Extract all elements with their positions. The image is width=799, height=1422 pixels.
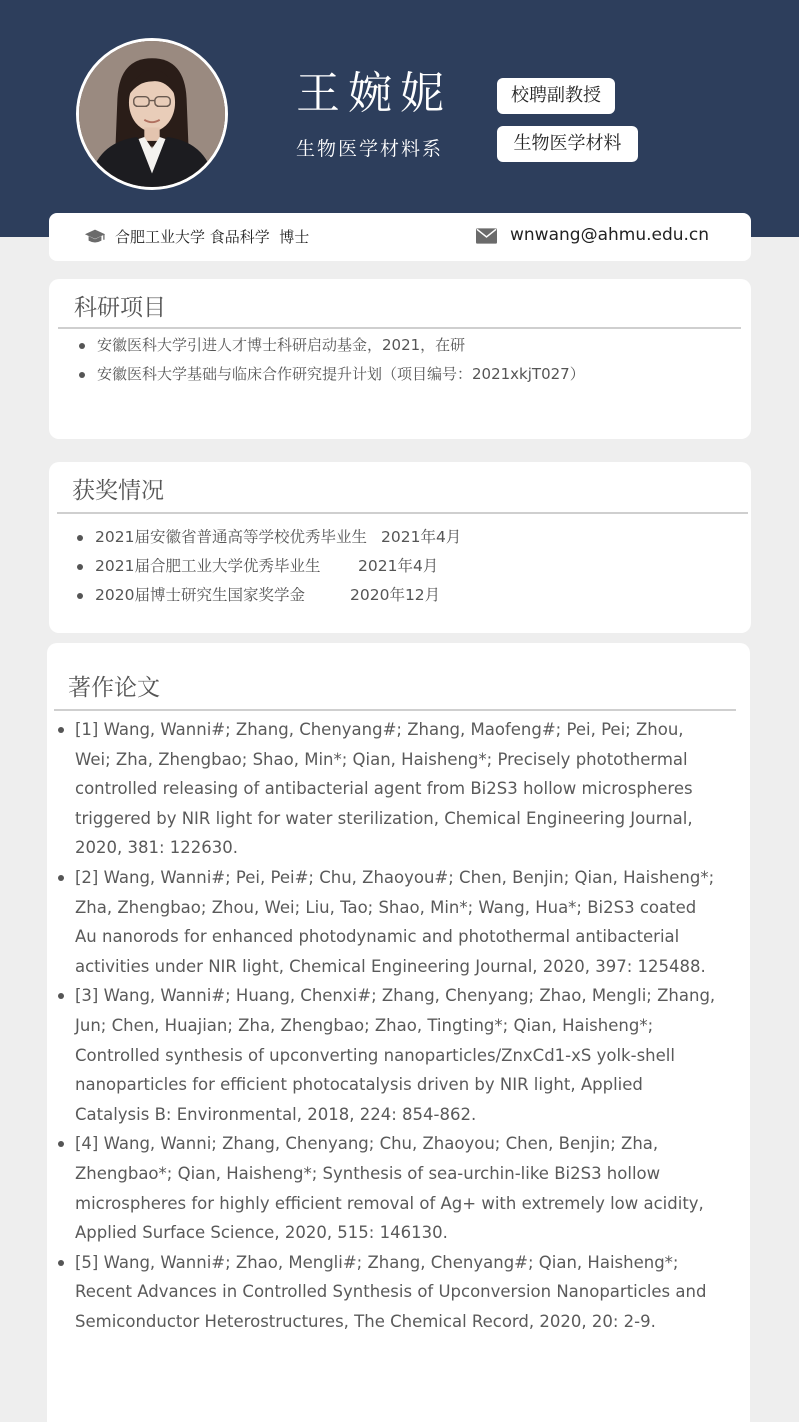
publications-card: [47, 643, 750, 1422]
list-item: [49, 715, 721, 863]
list-item: 安徽医科大学基础与临床合作研究提升计划（项目编号：2021xkjT027）: [75, 360, 735, 389]
list-item: [73, 552, 733, 581]
projects-title: 科研项目: [74, 295, 166, 321]
list-item: 安徽医科大学引进人才博士科研启动基金，2021，在研: [75, 331, 735, 360]
list-item: [49, 981, 721, 1129]
list-item: [49, 1129, 721, 1247]
award-name: 2021届安徽省普通高等学校优秀毕业生: [95, 528, 367, 546]
title-tag: 校聘副教授: [497, 78, 615, 114]
award-date: 2021年4月: [358, 557, 439, 575]
publications-list: [49, 715, 721, 1336]
list-item: [73, 523, 733, 552]
graduation-cap-icon: [84, 226, 106, 248]
portrait-image: [79, 41, 225, 187]
award-date: 2021年4月: [381, 528, 462, 546]
list-item: [49, 1248, 721, 1337]
list-item: [49, 863, 721, 981]
list-item: [73, 581, 733, 610]
awards-card: [49, 462, 751, 633]
projects-list: [75, 331, 735, 389]
publication-text: [4] Wang, Wanni; Zhang, Chenyang; Chu, Zhaoyou; Chen, Benjin; Zha, Zhengbao*; Qian, Haisheng*; Synthesis of sea-urchin-like Bi2S3 hollow microspheres for highly efficient removal of Ag+ with extremely low acidity, Applied Surface Science, 2020, 515: 146130.: [75, 1134, 704, 1243]
person-name: 王婉妮: [296, 68, 452, 119]
department-label: 生物医学材料系: [296, 138, 444, 160]
award-name: 2021届合肥工业大学优秀毕业生: [95, 557, 321, 575]
contact-card: [49, 213, 751, 261]
mail-icon: [476, 228, 497, 244]
publication-text: [2] Wang, Wanni#; Pei, Pei#; Chu, Zhaoyou#; Chen, Benjin; Qian, Haisheng*; Zha, Zhengbao; Zhou, Wei; Liu, Tao; Shao, Min*; Wang, Hua*; Bi2S3 coated Au nanorods for enhanced photodynamic and photothermal antibacterial activities under NIR light, Chemical Engineering Journal, 2020, 397: 125488.: [75, 867, 715, 976]
award-date: 2020年12月: [350, 586, 441, 604]
education-text: 合肥工业大学 食品科学 博士: [115, 228, 310, 246]
section-divider: [57, 512, 748, 514]
publication-text: [3] Wang, Wanni#; Huang, Chenxi#; Zhang, Chenyang; Zhao, Mengli; Zhang, Jun; Chen, Huajian; Zha, Zhengbao; Zhao, Tingting*; Qian, Haisheng*; Controlled synthesis of upconverting nanoparticles/ZnxCd1-xS yolk-shell nanoparticles for efficient photocatalysis driven by NIR light, Applied Catalysis B: Environmental, 2018, 224: 854-862.: [75, 986, 716, 1124]
awards-title: 获奖情况: [72, 478, 164, 504]
awards-list: [73, 523, 733, 610]
email-link[interactable]: wnwang@ahmu.edu.cn: [510, 225, 710, 245]
publication-text: [5] Wang, Wanni#; Zhao, Mengli#; Zhang, Chenyang#; Qian, Haisheng*; Recent Advances in Controlled Synthesis of Upconversion Nanoparticles and Semiconductor Heterostructures, The Chemical Record, 2020, 20: 2-9.: [75, 1252, 707, 1331]
publication-text: [1] Wang, Wanni#; Zhang, Chenyang#; Zhang, Maofeng#; Pei, Pei; Zhou, Wei; Zha, Zhengbao; Shao, Min*; Qian, Haisheng*; Precisely photothermal controlled releasing of antibacterial agent from Bi2S3 hollow microspheres triggered by NIR light for water sterilization, Chemical Engineering Journal, 2020, 381: 122630.: [75, 720, 693, 858]
publications-title: 著作论文: [68, 675, 160, 701]
projects-card: [49, 279, 751, 439]
field-tag: 生物医学材料: [497, 126, 638, 162]
section-divider: [54, 709, 736, 711]
award-name: 2020届博士研究生国家奖学金: [95, 586, 305, 604]
avatar: [76, 38, 228, 190]
section-divider: [58, 327, 741, 329]
